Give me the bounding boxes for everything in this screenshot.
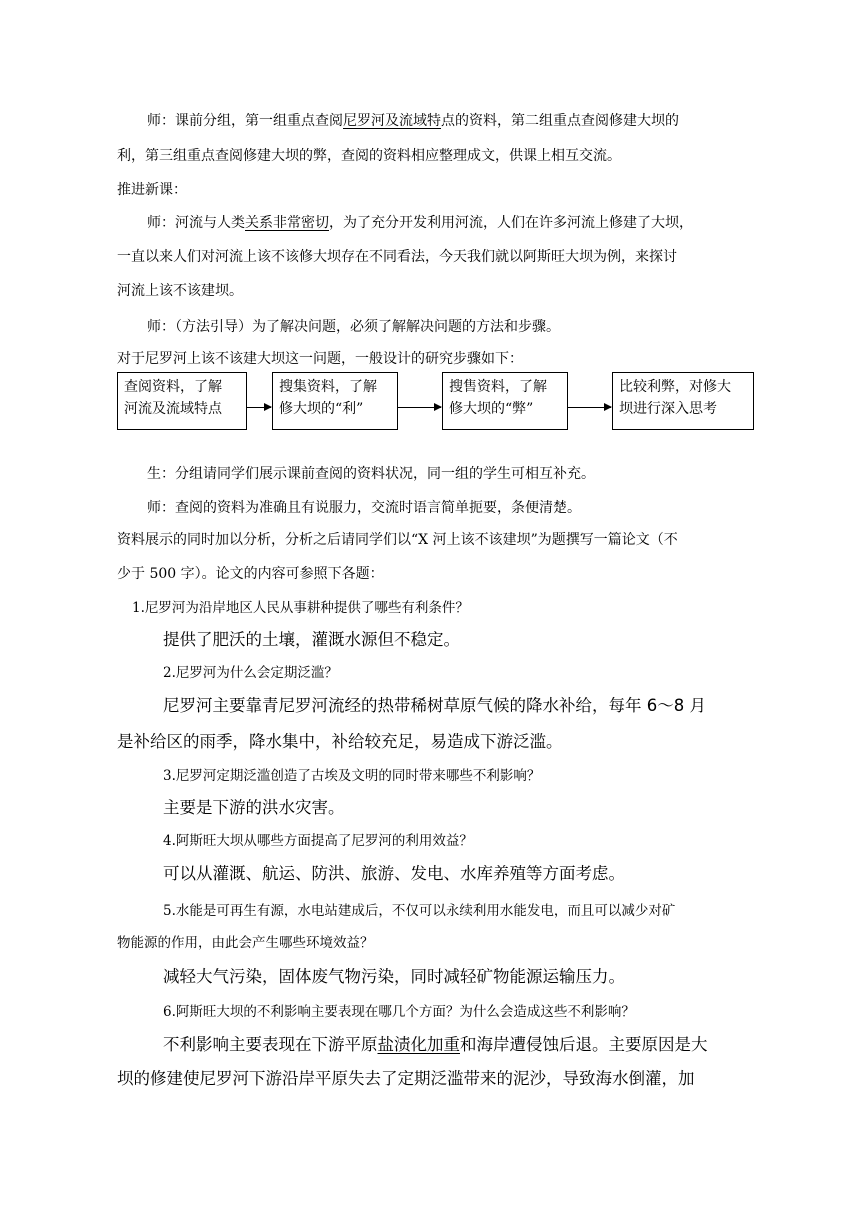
question-3: 3.尼罗河定期泛滥创造了古埃及文明的同时带来哪些不利影响？ [163,768,541,784]
flow-step-text: 搜集资料，了解 [279,379,377,395]
flow-step-text: 坝进行深入思考 [619,401,717,417]
flow-step-text: 比较利弊，对修大 [619,379,731,395]
flow-step-text: 河流及流域特点 [124,401,222,417]
flow-step-text: 修大坝的“弊” [449,401,534,417]
paragraph-line: 一直以来人们对河流上该不该修大坝存在不同看法，今天我们就以阿斯旺大坝为例，来探讨 [117,249,677,265]
paragraph-teacher-note: 师：查阅的资料为准确且有说服力，交流时语言简单扼要，条便清楚。 [147,500,581,516]
flow-step-3 [442,372,568,430]
answer-6-line-2: 坝的修建使尼罗河下游沿岸平原失去了定期泛滥带来的泥沙，导致海水倒灌，加 [117,1069,695,1088]
text-segment: 师：课前分组，第一组重点查阅 [147,113,343,129]
answer-3: 主要是下游的洪水灾害。 [163,798,345,817]
question-6: 6.阿斯旺大坝的不利影响主要表现在哪几个方面？为什么会造成这些不利影响？ [163,1004,635,1020]
answer-4: 可以从灌溉、航运、防洪、旅游、发电、水库养殖等方面考虑。 [163,864,625,883]
text-segment: 师：河流与人类 [147,215,245,231]
answer-2: 尼罗河主要靠青尼罗河流经的热带稀树草原气候的降水补给，每年 6～8 月 [163,696,706,715]
paragraph-line: 河流上该不该建坝。 [117,283,243,299]
flow-step-text: 查阅资料，了解 [124,379,222,395]
paragraph-steps-intro: 对于尼罗河上该不该建大坝这一问题，一般设计的研究步骤如下： [117,351,523,367]
flow-step-text: 修大坝的“利” [279,401,364,417]
question-4: 4.阿斯旺大坝从哪些方面提高了尼罗河的利用效益？ [163,833,473,849]
flow-step-1 [117,372,247,430]
underlined-text: 盐渍化加重 [377,1035,460,1054]
paragraph-teacher-grouping [147,112,679,130]
section-heading: 推进新课： [117,182,187,198]
flow-arrow [398,407,441,408]
question-5-line-2: 物能源的作用，由此会产生哪些环境效益？ [117,935,374,951]
flow-arrow [568,407,611,408]
paragraph-line: 利，第三组重点查阅修建大坝的弊，查阅的资料相应整理成文，供课上相互交流。 [117,148,621,164]
paragraph-method: 师：（方法引导）为了解决问题，必须了解解决问题的方法和步骤。 [147,319,560,335]
flow-step-2 [272,372,398,430]
text-segment: 点的资料，第二组重点查阅修建大坝的 [441,113,679,129]
paragraph-line: 资料展示的同时加以分析，分析之后请同学们以“X 河上该不该建坝”为题撰写一篇论文（不 [117,532,678,548]
flow-step-text: 搜售资料，了解 [449,379,547,395]
underlined-text: 尼罗河及流域特 [343,113,441,129]
answer-2-line-2: 是补给区的雨季，降水集中，补给较充足，易造成下游泛滥。 [117,732,563,751]
answer-1: 提供了肥沃的土壤，灌溉水源但不稳定。 [163,630,460,649]
flow-step-4 [612,372,754,430]
paragraph-line: 少于 500 字）。论文的内容可参照下各题： [117,566,384,582]
question-2: 2.尼罗河为什么会定期泛滥？ [163,665,338,681]
answer-6 [163,1034,708,1056]
question-1: 1.尼罗河为沿岸地区人民从事耕种提供了哪些有利条件？ [132,600,469,616]
flow-arrow [247,407,271,408]
answer-5: 减轻大气污染，固体废气物污染，同时减轻矿物能源运输压力。 [163,967,625,986]
paragraph-student: 生：分组请同学们展示课前查阅的资料状况，同一组的学生可相互补充。 [147,466,595,482]
text-segment: 和海岸遭侵蚀后退。主要原因是大 [460,1035,708,1054]
text-segment: 不利影响主要表现在下游平原 [163,1035,378,1054]
underlined-text: 关系非常密切 [245,215,329,231]
question-5: 5.水能是可再生有源，水电站建成后，不仅可以永续利用水能发电，而且可以减少对矿 [163,903,676,919]
paragraph-teacher-intro [147,214,693,232]
text-segment: ，为了充分开发利用河流，人们在许多河流上修建了大坝， [329,215,693,231]
